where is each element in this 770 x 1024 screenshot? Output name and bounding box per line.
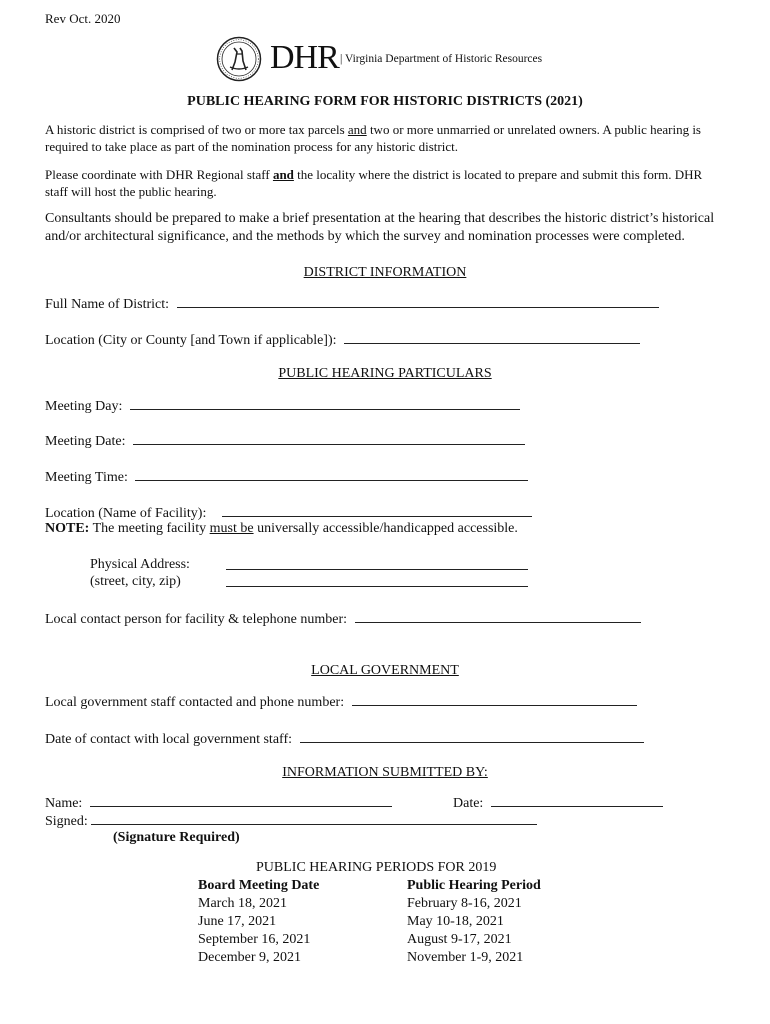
intro-paragraph-1: A historic district is comprised of two or more tax parcels and two or more unmarried or unrelated owners. A public hearing is required to take place as part of the nomination process for any historic district. (45, 122, 701, 154)
gov-staff-field[interactable] (352, 692, 637, 706)
submitted-heading: INFORMATION SUBMITTED BY: (282, 765, 488, 780)
submitted-date-field[interactable] (491, 793, 663, 807)
submitted-date-label: Date: (453, 796, 484, 811)
gov-staff-row (45, 692, 637, 712)
periods-col2-header: Public Hearing Period (407, 878, 541, 893)
signature-required-note: (Signature Required) (113, 830, 240, 845)
district-info-heading: DISTRICT INFORMATION (303, 265, 467, 280)
board-date-2: June 17, 2021 (198, 914, 277, 929)
revision-date: Rev Oct. 2020 (45, 11, 121, 26)
district-location-label: Location (City or County [and Town if applicable]): (45, 333, 337, 348)
facility-contact-row (45, 609, 641, 629)
meeting-date-row (45, 431, 525, 451)
intro-paragraph-2: Please coordinate with DHR Regional staff and the locality where the district is located to prepare and submit this form. DHR staff will host the public hearing. (45, 167, 703, 199)
facility-contact-label: Local contact person for facility & telephone number: (45, 612, 348, 627)
address-line-2-row (226, 573, 528, 593)
periods-col1-header: Board Meeting Date (198, 878, 320, 893)
address-line-1-field[interactable] (226, 556, 528, 570)
board-date-1: March 18, 2021 (198, 896, 288, 911)
meeting-day-row (45, 396, 520, 416)
logo-full-name: Virginia Department of Historic Resources (344, 53, 543, 65)
gov-contact-date-row (45, 729, 644, 749)
board-date-3: September 16, 2021 (198, 932, 311, 947)
logo-acronym: DHR (270, 39, 339, 76)
meeting-time-field[interactable] (135, 467, 528, 481)
signature-label: Signed: (45, 814, 88, 829)
signature-field[interactable] (91, 811, 537, 825)
facility-field[interactable] (222, 503, 532, 517)
gov-staff-label: Local government staff contacted and phone number: (45, 695, 345, 710)
submitter-name-field[interactable] (90, 793, 392, 807)
hearing-period-1: February 8-16, 2021 (407, 896, 522, 911)
signature-row (45, 811, 537, 831)
meeting-time-row (45, 467, 528, 487)
hearing-period-3: August 9-17, 2021 (407, 932, 512, 947)
board-date-4: December 9, 2021 (198, 950, 302, 965)
address-sublabel: (street, city, zip) (90, 574, 181, 589)
address-label: Physical Address: (90, 557, 190, 572)
district-location-field[interactable] (344, 330, 640, 344)
meeting-date-field[interactable] (133, 431, 525, 445)
hearing-heading: PUBLIC HEARING PARTICULARS (278, 366, 492, 381)
local-gov-heading: LOCAL GOVERNMENT (311, 663, 459, 678)
form-title: PUBLIC HEARING FORM FOR HISTORIC DISTRICTS (2021) (187, 94, 583, 109)
meeting-day-field[interactable] (130, 396, 520, 410)
hearing-period-2: May 10-18, 2021 (407, 914, 504, 929)
accessibility-note: NOTE: The meeting facility must be universally accessible/handicapped accessible. (45, 521, 518, 536)
meeting-day-label: Meeting Day: (45, 399, 123, 414)
district-name-label: Full Name of District: (45, 297, 170, 312)
meeting-date-label: Meeting Date: (45, 434, 126, 449)
virginia-seal-icon (216, 36, 262, 82)
meeting-time-label: Meeting Time: (45, 470, 128, 485)
logo-subtitle (340, 52, 542, 66)
intro-paragraph-3: Consultants should be prepared to make a brief presentation at the hearing that describes the historic district’s historical and/or architectural significance, and the methods by which the survey and nomination processes were completed. (45, 211, 715, 244)
submitter-name-row (45, 793, 392, 813)
facility-label: Location (Name of Facility): (45, 506, 207, 521)
address-line-2-field[interactable] (226, 573, 528, 587)
facility-contact-field[interactable] (355, 609, 641, 623)
district-name-field[interactable] (177, 294, 659, 308)
district-name-row (45, 294, 659, 314)
logo-separator: | (340, 53, 343, 65)
hearing-period-4: November 1-9, 2021 (407, 950, 524, 965)
gov-contact-date-label: Date of contact with local government staff: (45, 732, 292, 747)
submitter-name-label: Name: (45, 796, 83, 811)
periods-heading: PUBLIC HEARING PERIODS FOR 2019 (256, 860, 497, 875)
gov-contact-date-field[interactable] (300, 729, 644, 743)
submitted-date-row (453, 793, 663, 813)
district-location-row (45, 330, 640, 350)
